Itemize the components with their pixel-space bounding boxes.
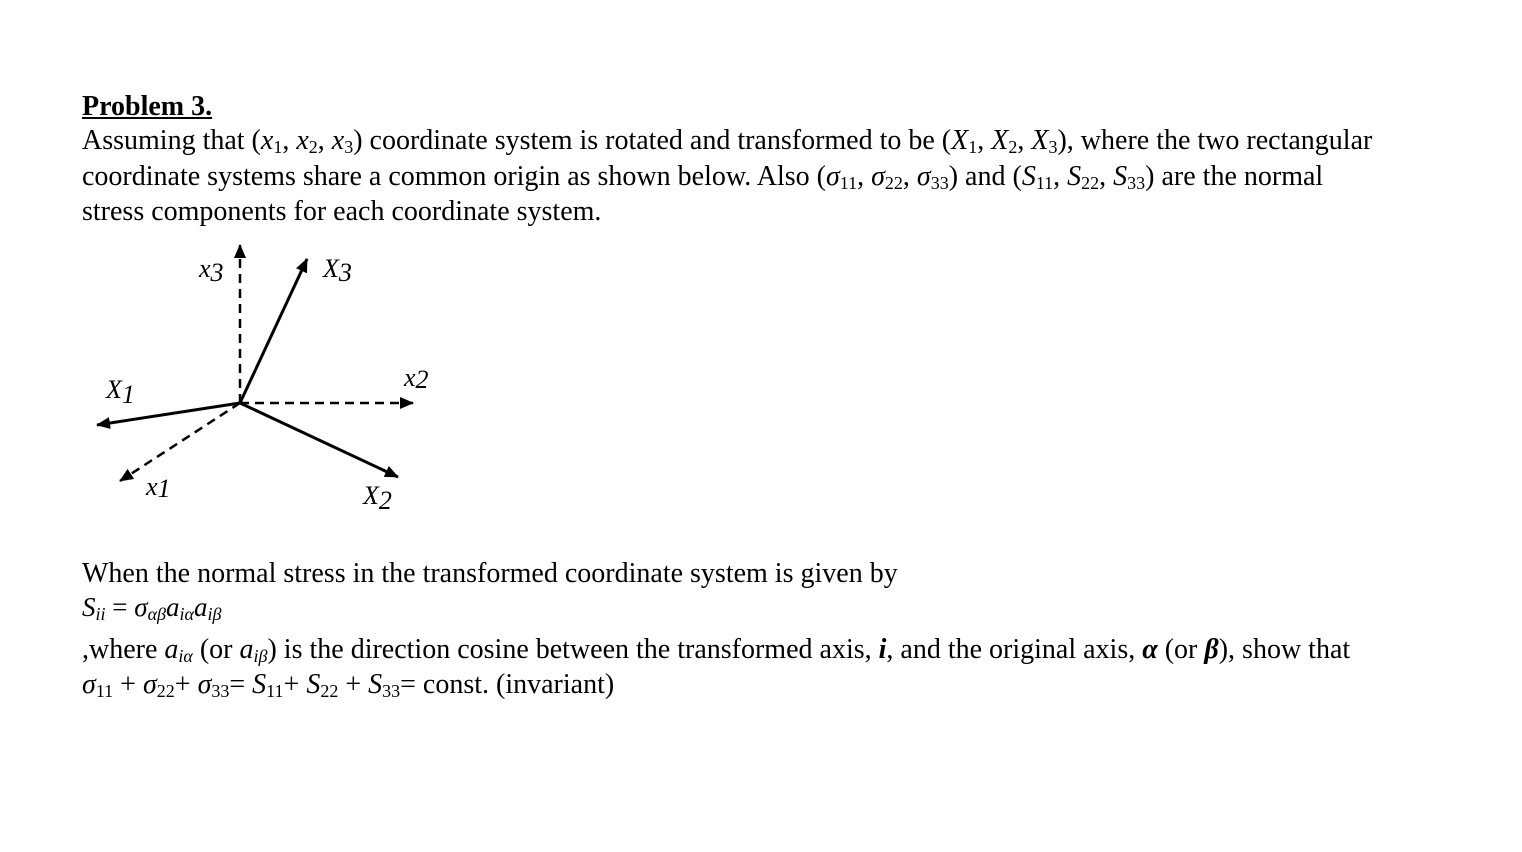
text: ) and ( [948, 161, 1022, 192]
text: ) is the direction cosine between the transformed axis, [267, 634, 879, 665]
var: x [260, 125, 274, 156]
var: σ [197, 669, 212, 700]
text: + [338, 669, 369, 700]
body-line-2 [82, 633, 1350, 667]
text: , [1053, 161, 1068, 192]
sub: 11 [839, 173, 858, 193]
intro-line-3: stress components for each coordinate system. [82, 196, 602, 227]
var: S [82, 592, 96, 622]
sub: 3 [344, 137, 354, 157]
sub: 1 [968, 137, 978, 157]
sub: ii [95, 604, 106, 624]
var: x [331, 125, 345, 156]
text: + [113, 669, 143, 700]
text: (or [192, 634, 240, 665]
var: S [1021, 161, 1036, 192]
X2-axis [240, 403, 398, 477]
X1-axis [97, 403, 240, 425]
text: ) coordinate system is rotated and transformed to be ( [353, 125, 952, 156]
text: ,where [82, 634, 165, 665]
var: X [991, 125, 1009, 156]
problem-title: Problem 3. [82, 91, 213, 122]
text: ), where the two rectangular [1057, 125, 1373, 156]
sub: 22 [156, 681, 175, 701]
sub: αβ [147, 604, 166, 624]
label-X2: X2 [363, 481, 392, 515]
text: (or [1157, 634, 1205, 665]
text: , [1017, 125, 1032, 156]
sub: iα [178, 646, 193, 666]
text: const. (invariant) [422, 669, 615, 700]
text: + [174, 669, 198, 700]
text: ), show that [1218, 634, 1351, 665]
var: σ [82, 669, 96, 700]
text: , [857, 161, 872, 192]
stress-formula [82, 590, 221, 624]
sub: 22 [320, 681, 339, 701]
x1-axis [120, 403, 240, 481]
var: X [951, 125, 969, 156]
text: + [283, 669, 307, 700]
text: = [229, 669, 253, 700]
var: σ [871, 161, 885, 192]
text: , [902, 161, 917, 192]
var: σ [142, 669, 157, 700]
sub: 3 [1048, 137, 1058, 157]
body-line-1: When the normal stress in the transformed coordinate system is given by [82, 558, 898, 589]
text: ) are the normal [1145, 161, 1324, 192]
sub: 11 [1035, 173, 1054, 193]
var: S [368, 669, 383, 700]
sub: 2 [308, 137, 318, 157]
var: α [1142, 634, 1158, 665]
var: σ [916, 161, 931, 192]
var: σ [825, 161, 840, 192]
var: a [164, 634, 179, 665]
var: S [1067, 161, 1082, 192]
label-X3: X3 [323, 254, 352, 287]
var: S [1113, 161, 1128, 192]
label-x3: x3 [199, 254, 224, 287]
sub: iβ [253, 646, 268, 666]
text: , [282, 125, 297, 156]
var: x [296, 125, 309, 156]
sub: 33 [930, 173, 949, 193]
label-x1: x1 [146, 472, 171, 503]
var: X [1031, 125, 1049, 156]
body-line-3 [82, 668, 614, 702]
sub: iβ [207, 604, 222, 624]
X3-axis [240, 259, 307, 403]
var: β [1204, 634, 1219, 665]
label-X1: X1 [106, 375, 135, 409]
sub: 11 [266, 681, 284, 701]
var: a [166, 592, 180, 622]
text: , [977, 125, 992, 156]
text: , [317, 125, 332, 156]
text: , [1099, 161, 1114, 192]
text: coordinate systems share a common origin as shown below. Also ( [82, 161, 826, 192]
sub: 2 [1008, 137, 1018, 157]
sub: 22 [884, 173, 903, 193]
text: = [105, 592, 135, 622]
label-x2: x2 [404, 363, 429, 394]
sub: 33 [382, 681, 401, 701]
var: i [878, 634, 887, 665]
sub: 1 [273, 137, 283, 157]
var: σ [134, 592, 148, 622]
sub: 33 [1127, 173, 1146, 193]
var: a [193, 592, 208, 622]
sub: 33 [211, 681, 230, 701]
var: S [306, 669, 321, 700]
text: , and the original axis, [886, 634, 1143, 665]
text: = [400, 669, 423, 700]
var: a [239, 634, 254, 665]
sub: iα [179, 604, 194, 624]
text: Assuming that ( [82, 125, 261, 156]
sub: 11 [95, 681, 114, 701]
var: S [252, 669, 267, 700]
sub: 22 [1081, 173, 1100, 193]
